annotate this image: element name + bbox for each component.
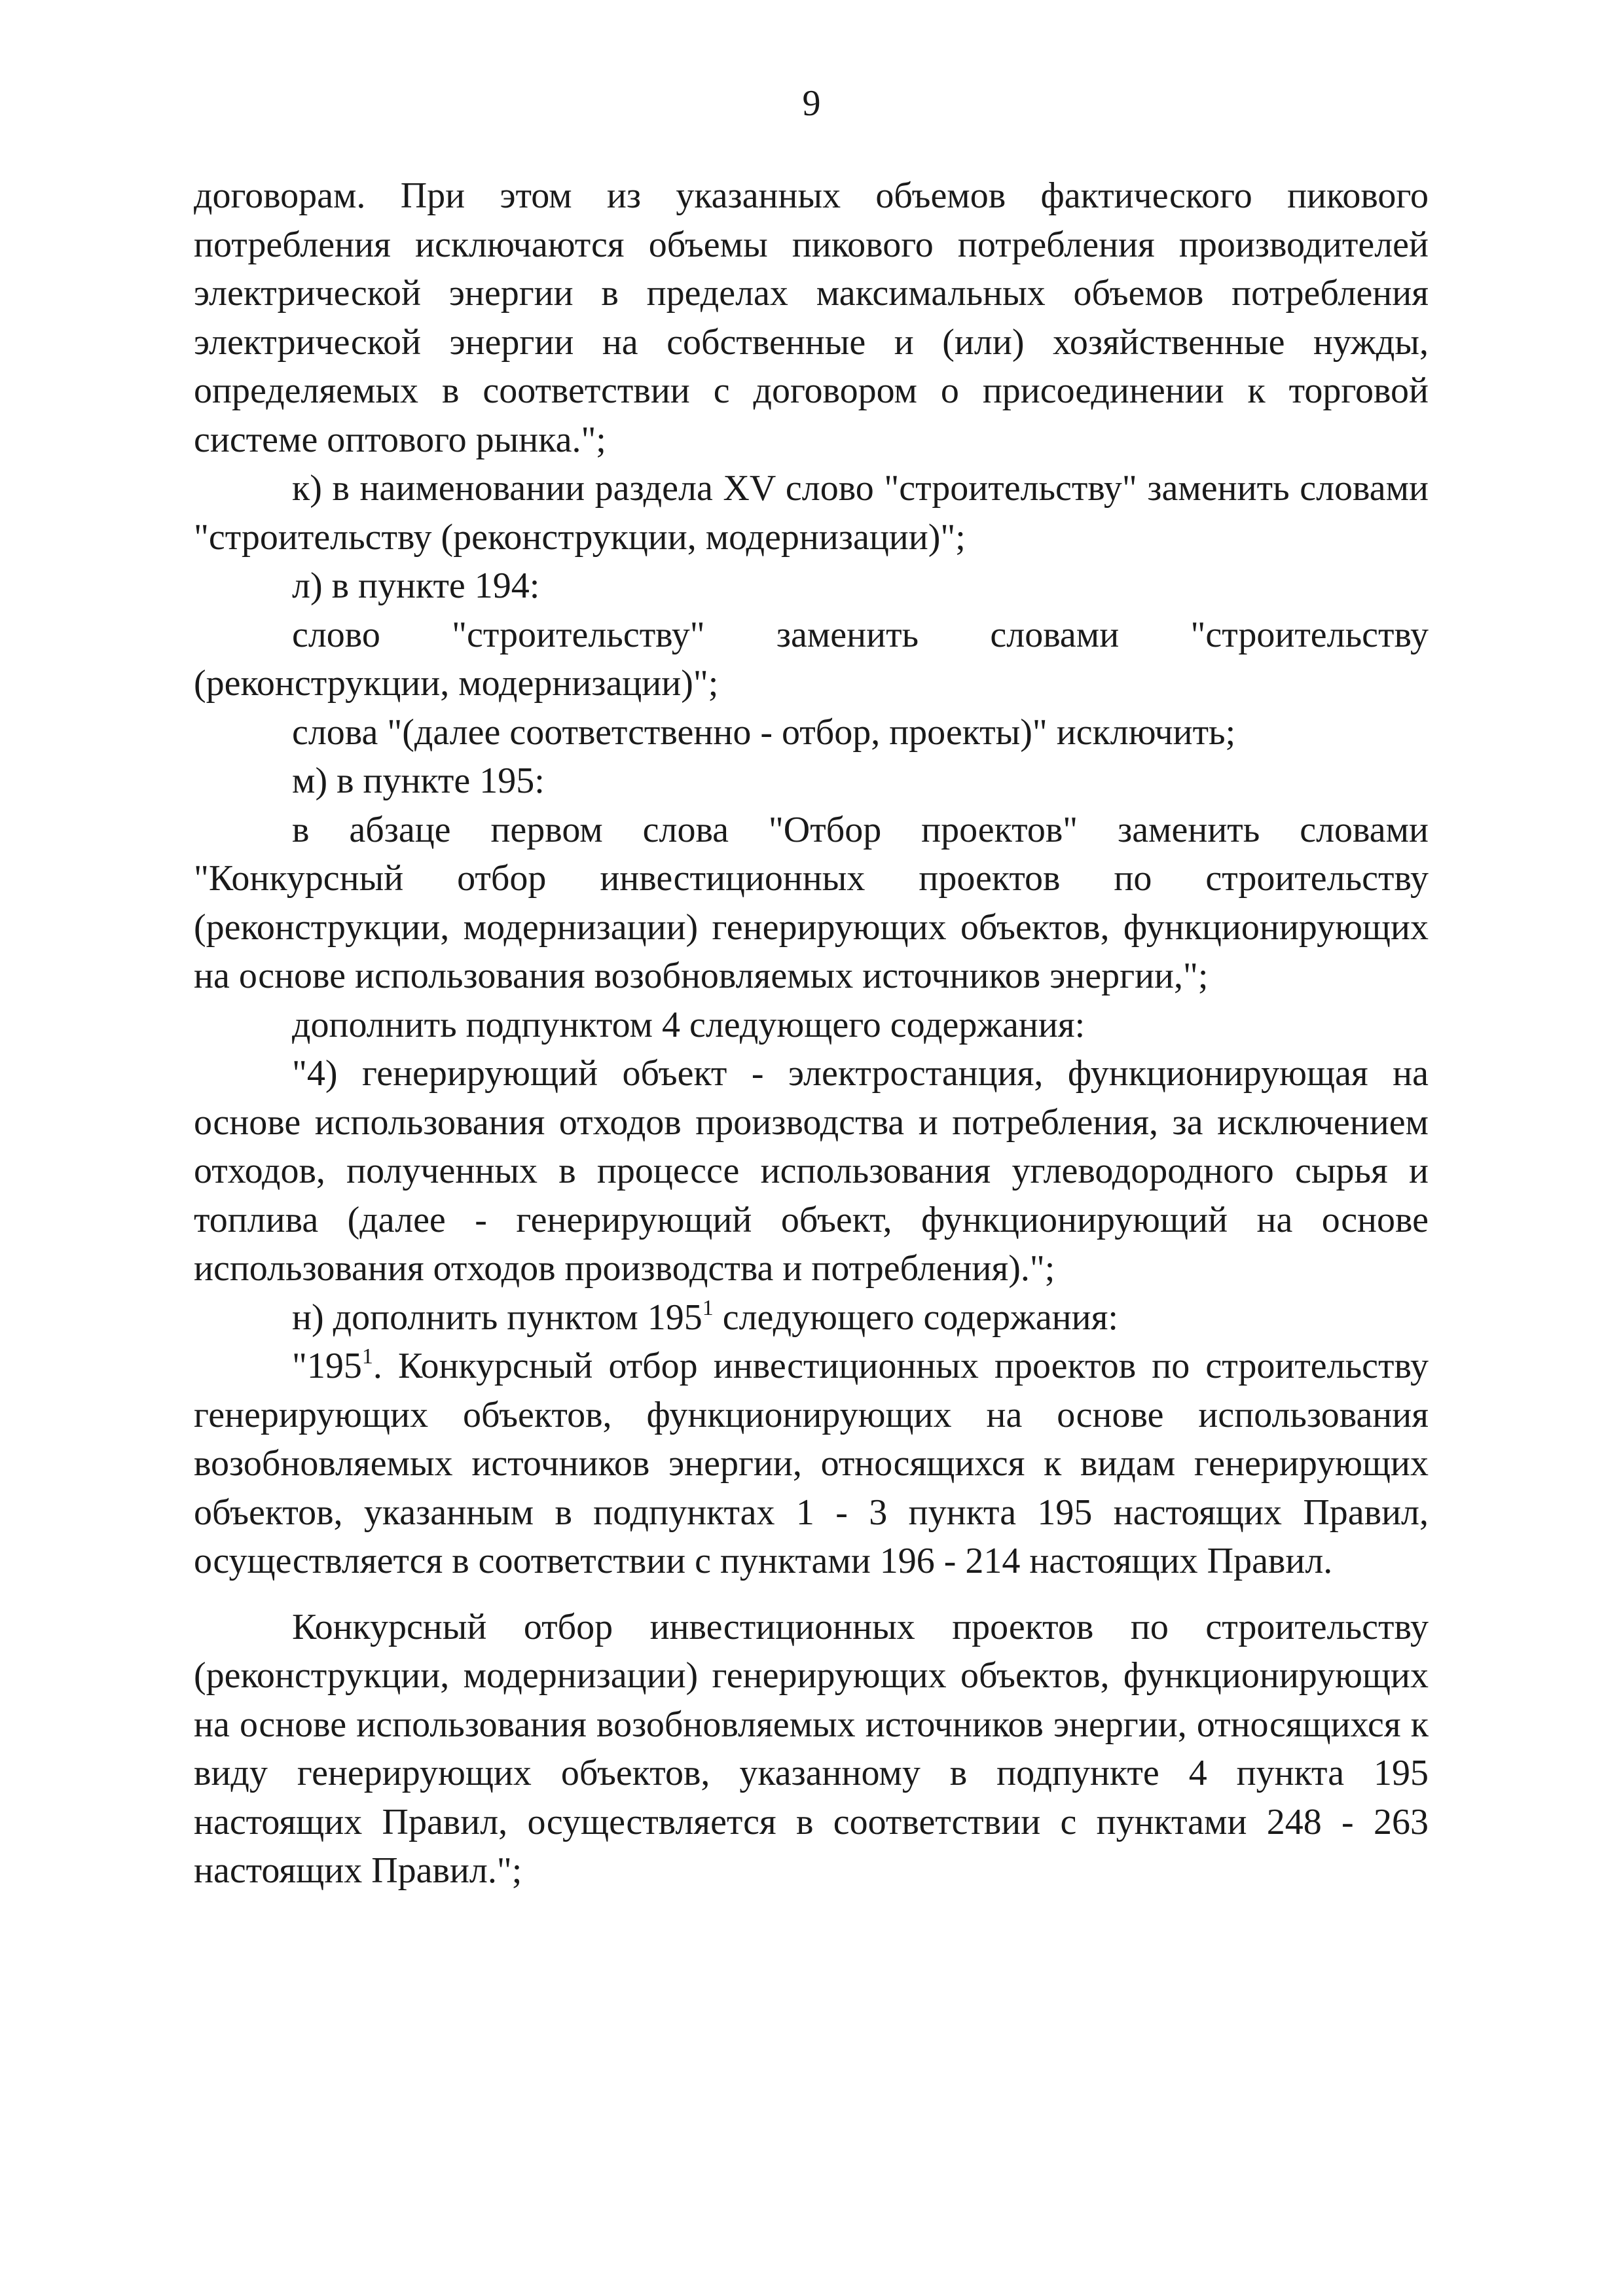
item-n-superscript: 1 (702, 1295, 714, 1320)
paragraph-item-n (194, 1293, 1429, 1342)
page-number: 9 (802, 83, 821, 124)
paragraph-point-195-1 (194, 1342, 1429, 1586)
paragraph-add-subitem: дополнить подпунктом 4 следующего содержания: (292, 1004, 1085, 1045)
paragraph-continuation: договорам. При этом из указанных объемов фактического пикового потребления исключаются объемы пикового потребления производителей электрической энергии в пределах максимальных объемов потребления электрической энергии на собственные и (или) хозяйственные нужды, определяемых в соответствии с договором о присоединении к торговой системе оптового рынка."; (194, 175, 1429, 460)
point-195-1-text-after: . Конкурсный отбор инвестиционных проектов по строительству генерирующих объектов, функционирующих на основе использования возобновляемых источников энергии, относящихся к видам генерирующих объектов, указанным в подпунктах 1 - 3 пункта 195 настоящих Правил, осуществляется в соответствии с пунктами 196 - 214 настоящих Правил. (194, 1346, 1429, 1581)
paragraph-exclude-words: слова "(далее соответственно - отбор, проекты)" исключить; (292, 711, 1236, 753)
document-body (194, 171, 1429, 1895)
point-195-1-superscript: 1 (361, 1344, 373, 1369)
paragraph-item-k: к) в наименовании раздела XV слово "строительству" заменить словами "строительству (реконструкции, модернизации)"; (194, 468, 1429, 558)
paragraph-first-abzac: в абзаце первом слова "Отбор проектов" заменить словами "Конкурсный отбор инвестиционных проектов по строительству (реконструкции, модернизации) генерирующих объектов, функционирующих на основе использования возобновляемых источников энергии,"; (194, 809, 1429, 996)
paragraph-item-l: л) в пункте 194: (292, 565, 540, 606)
item-n-text-after: следующего содержания: (713, 1297, 1118, 1338)
paragraph-item-m: м) в пункте 195: (292, 761, 545, 801)
paragraph-replace-word: слово "строительству" заменить словами "строительству (реконструкции, модернизации)"; (194, 614, 1429, 704)
point-195-1-text-before: "195 (292, 1346, 362, 1386)
item-n-text-before: н) дополнить пунктом 195 (292, 1297, 702, 1338)
paragraph-subitem-4: "4) генерирующий объект - электростанция, функционирующая на основе использования отходов производства и потребления, за исключением отходов, полученных в процессе использования углеводородного сырья и топлива (далее - генерирующий объект, функционирующий на основе использования отходов производства и потребления)."; (194, 1053, 1429, 1289)
paragraph-competitive-selection: Конкурсный отбор инвестиционных проектов по строительству (реконструкции, модернизации) генерирующих объектов, функционирующих на основе использования возобновляемых источников энергии, относящихся к виду генерирующих объектов, указанному в подпункте 4 пункта 195 настоящих Правил, осуществляется в соответствии с пунктами 248 - 263 настоящих Правил."; (194, 1606, 1429, 1891)
